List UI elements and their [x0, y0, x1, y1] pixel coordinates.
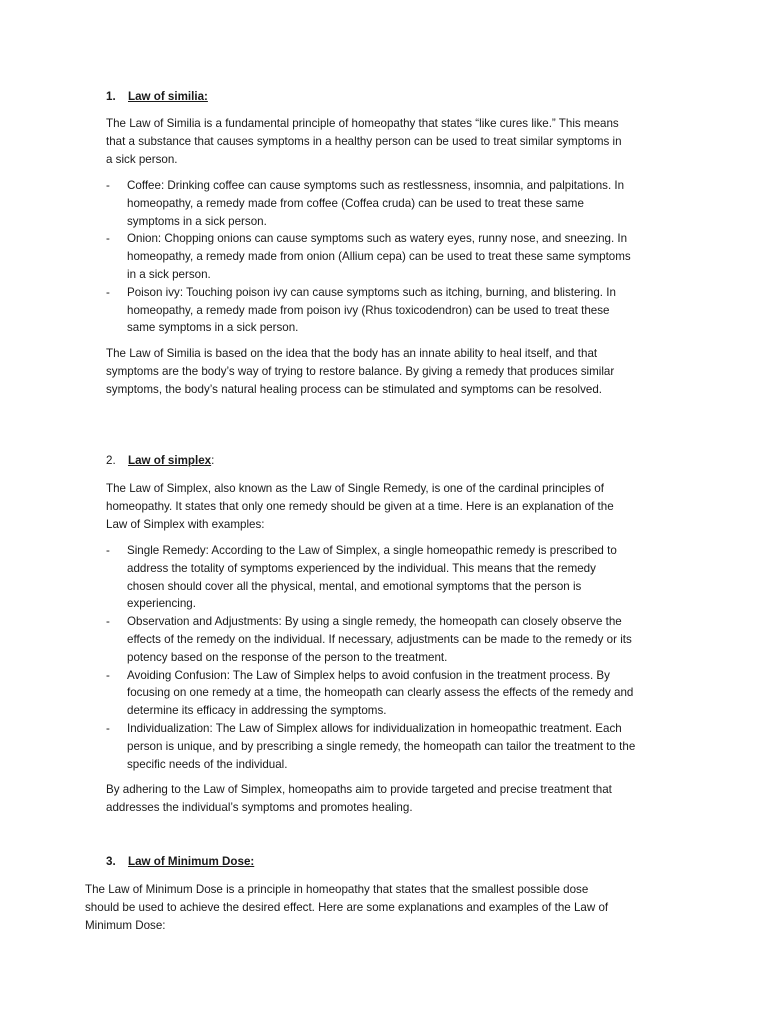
section-2-conclusion: By adhering to the Law of Simplex, homeopaths aim to provide targeted and precise treatment that addresses the individual’s symptoms and promotes healing.: [106, 783, 612, 814]
section-1-intro: The Law of Similia is a fundamental principle of homeopathy that states “like cures like.” This means that a substance that causes symptoms in a healthy person can be used to treat similar symptoms in a sick person.: [106, 117, 622, 166]
list-item: [106, 667, 636, 720]
section-2-number: 2.: [106, 454, 116, 467]
section-1-bullet-list: [106, 177, 636, 337]
section-3-heading: [106, 853, 254, 871]
list-item-text: Poison ivy: Touching poison ivy can cause symptoms such as itching, burning, and blistering. In homeopathy, a remedy made from poison ivy (Rhus toxicodendron) can be used to treat these same symptoms in a sick person.: [127, 285, 616, 335]
section-2-title-suffix: :: [211, 454, 215, 467]
section-2-intro: The Law of Simplex, also known as the Law of Single Remedy, is one of the cardinal principles of homeopathy. It states that only one remedy should be given at a time. Here is an explanation of the Law of Simplex with examples:: [106, 482, 614, 531]
list-item-text: Avoiding Confusion: The Law of Simplex helps to avoid confusion in the treatment process. By focusing on one remedy at a time, the homeopath can clearly assess the effects of the remedy and determine its efficacy in addressing the symptoms.: [127, 668, 634, 718]
bullet-marker: -: [106, 721, 110, 735]
section-3-intro: The Law of Minimum Dose is a principle in homeopathy that states that the smallest possible dose should be used to achieve the desired effect. Here are some explanations and examples of the Law of Minimum Dose:: [85, 883, 609, 932]
bullet-marker: -: [106, 544, 110, 557]
bullet-marker: -: [106, 179, 110, 192]
list-item: [106, 230, 636, 283]
list-item-text: Coffee: Drinking coffee can cause symptoms such as restlessness, insomnia, and palpitations. In homeopathy, a remedy made from coffee (Coffea cruda) can be used to treat these same symptoms in a sick person.: [127, 179, 625, 228]
bullet-marker: -: [106, 232, 110, 246]
section-1-heading: [106, 88, 208, 106]
list-item-text: Single Remedy: According to the Law of Simplex, a single homeopathic remedy is prescribed to address the totality of symptoms experienced by the individual. This means that the remedy chosen should cover all the physical, mental, and emotional symptoms that the person is experiencing.: [127, 544, 617, 611]
list-item-text: Observation and Adjustments: By using a single remedy, the homeopath can closely observe the effects of the remedy on the individual. If necessary, adjustments can be made to the remedy or its potency based on the response of the person to the treatment.: [127, 615, 632, 664]
list-item: [106, 177, 636, 230]
list-item: [106, 613, 636, 666]
section-3-title: Law of Minimum Dose:: [128, 855, 255, 868]
section-1-number: 1.: [106, 90, 116, 103]
list-item: [106, 720, 636, 773]
list-item: [106, 542, 636, 613]
section-2-heading: [106, 452, 214, 470]
section-3-number: 3.: [106, 855, 116, 868]
section-2-title: Law of simplex: [128, 454, 212, 467]
section-1-conclusion: The Law of Similia is based on the idea that the body has an innate ability to heal itself, and that symptoms are the body’s way of trying to restore balance. By giving a remedy that produces similar symptoms, the body’s natural healing process can be stimulated and symptoms can be resolved.: [106, 347, 615, 396]
section-2-bullet-list: [106, 542, 636, 773]
list-item-text: Individualization: The Law of Simplex allows for individualization in homeopathic treatment. Each person is unique, and by prescribing a single remedy, the homeopath can tailor the treatment to the specific needs of the individual.: [127, 721, 636, 771]
section-1-title: Law of similia:: [128, 90, 208, 103]
bullet-marker: -: [106, 615, 110, 629]
list-item: [106, 284, 636, 337]
list-item-text: Onion: Chopping onions can cause symptoms such as watery eyes, runny nose, and sneezing. In homeopathy, a remedy made from onion (Allium cepa) can be used to treat these same symptoms in a sick person.: [127, 232, 631, 281]
bullet-marker: -: [106, 668, 110, 682]
bullet-marker: -: [106, 285, 110, 299]
